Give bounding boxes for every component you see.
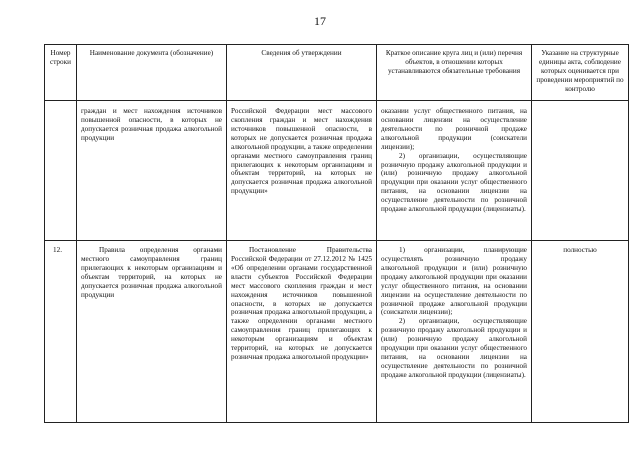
structural-units-cell	[532, 101, 629, 241]
approval-info-cell: Постановление Правительства Российской Федерации от 27.12.2012 № 1425 «Об определении органами государственной власти субъектов Российской Федерации мест массового скопления граждан и мест нахождения источников повышенной опасности, в которых не допускается розничная продажа алкогольной продукции, а также определении органами местного самоуправления границ прилегающих к некоторым организациям и объектам территорий, на которых не допускается розничная продажа алкогольной продукции»	[227, 241, 377, 423]
scope-description-cell	[377, 101, 532, 241]
page-number: 17	[314, 14, 326, 28]
header-approval-info: Сведения об утверждении	[227, 45, 377, 101]
scope-paragraph-1: 1) организации, планирующие осуществлять розничную продажу алкогольной продукции и (или) розничную продажу алкогольной продукции при оказании услуг общественного питания, на основании лицензии на осуществление деятельности по розничной продаже алкогольной продукции (соискатели лицензии);	[381, 246, 527, 317]
approval-info-cell: Российской Федерации мест массового скопления граждан и мест нахождения источников повышенной опасности, в которых не допускается розничная продажа алкогольной продукции, а также определении органами местного самоуправления границ прилегающих к некоторым организациям и объектам территорий, на которых не допускается розничная продажа алкогольной продукции»	[227, 101, 377, 241]
scope-paragraph-2: 2) организации, осуществляющие розничную продажу алкогольной продукции и (или) розничную продажу алкогольной продукции при оказании услуг общественного питания, на основании лицензии на осуществление деятельности по розничной продаже алкогольной продукции (лицензиаты).	[381, 151, 527, 214]
table-row	[45, 101, 629, 241]
scope-paragraph-2: 2) организации, осуществляющие розничную продажу алкогольной продукции и (или) розничную продажу алкогольной продукции при оказании услуг общественного питания, на основании лицензии на осуществление деятельности по розничной продаже алкогольной продукции (лицензиаты).	[381, 317, 527, 379]
requirements-table	[44, 44, 629, 423]
header-row-number: Номер строки	[45, 45, 77, 101]
scope-paragraph-1: оказании услуг общественного питания, на основании лицензии на осуществление деятельности по розничной продаже алкогольной продукции (соискатели лицензии);	[381, 107, 527, 151]
header-document-name: Наименование документа (обозначение)	[77, 45, 227, 101]
document-name-cell: Правила определения органами местного самоуправления границ прилегающих к некоторым организациям и объектам территорий, на которых не допускается розничная продажа алкогольной продукции	[77, 241, 227, 423]
scope-description-cell	[377, 241, 532, 423]
table-row	[45, 241, 629, 423]
row-number-cell: 12.	[45, 241, 77, 423]
header-scope-description: Краткое описание круга лиц и (или) перечня объектов, в отношении которых устанавливаются обязательные требования	[377, 45, 532, 101]
header-structural-units: Указание на структурные единицы акта, соблюдение которых оценивается при проведении мероприятий по контролю	[532, 45, 629, 101]
row-number-cell	[45, 101, 77, 241]
document-name-cell: граждан и мест нахождения источников повышенной опасности, в которых не допускается розничная продажа алкогольной продукции	[77, 101, 227, 241]
structural-units-cell: полностью	[532, 241, 629, 423]
table-header-row	[45, 45, 629, 101]
